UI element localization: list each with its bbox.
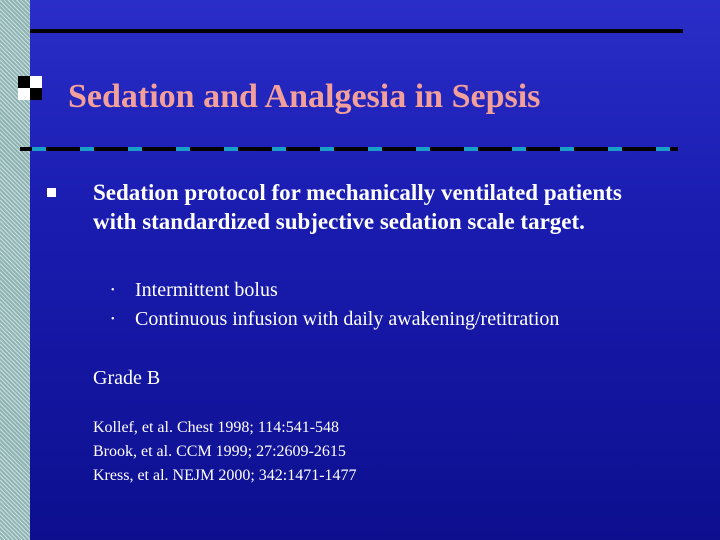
- bullet-dot-icon: •: [111, 314, 115, 325]
- title-squares-icon: [18, 76, 42, 104]
- references-block: [93, 416, 653, 488]
- grade-label: Grade B: [93, 367, 161, 389]
- reference-line: Kress, et al. NEJM 2000; 342:1471-1477: [93, 467, 357, 484]
- bullet-square-icon: [47, 188, 56, 197]
- sub-bullet-list: [93, 276, 653, 334]
- dashed-divider: [20, 146, 678, 152]
- sub-bullet-item: [93, 305, 653, 334]
- reference-line: Kollef, et al. Chest 1998; 114:541-548: [93, 419, 340, 436]
- top-rule: [30, 29, 683, 33]
- sub-bullet-item: [93, 276, 653, 305]
- sub-bullet-text: Continuous infusion with daily awakening/retitration: [135, 308, 560, 330]
- slide-title: Sedation and Analgesia in Sepsis: [68, 78, 541, 115]
- reference-line: Brook, et al. CCM 1999; 27:2609-2615: [93, 443, 346, 460]
- main-bullet-text: Sedation protocol for mechanically ventilated patients with standardized subjective sedation scale target.: [93, 180, 622, 234]
- bullet-dot-icon: •: [111, 285, 115, 296]
- sub-bullet-text: Intermittent bolus: [135, 279, 278, 301]
